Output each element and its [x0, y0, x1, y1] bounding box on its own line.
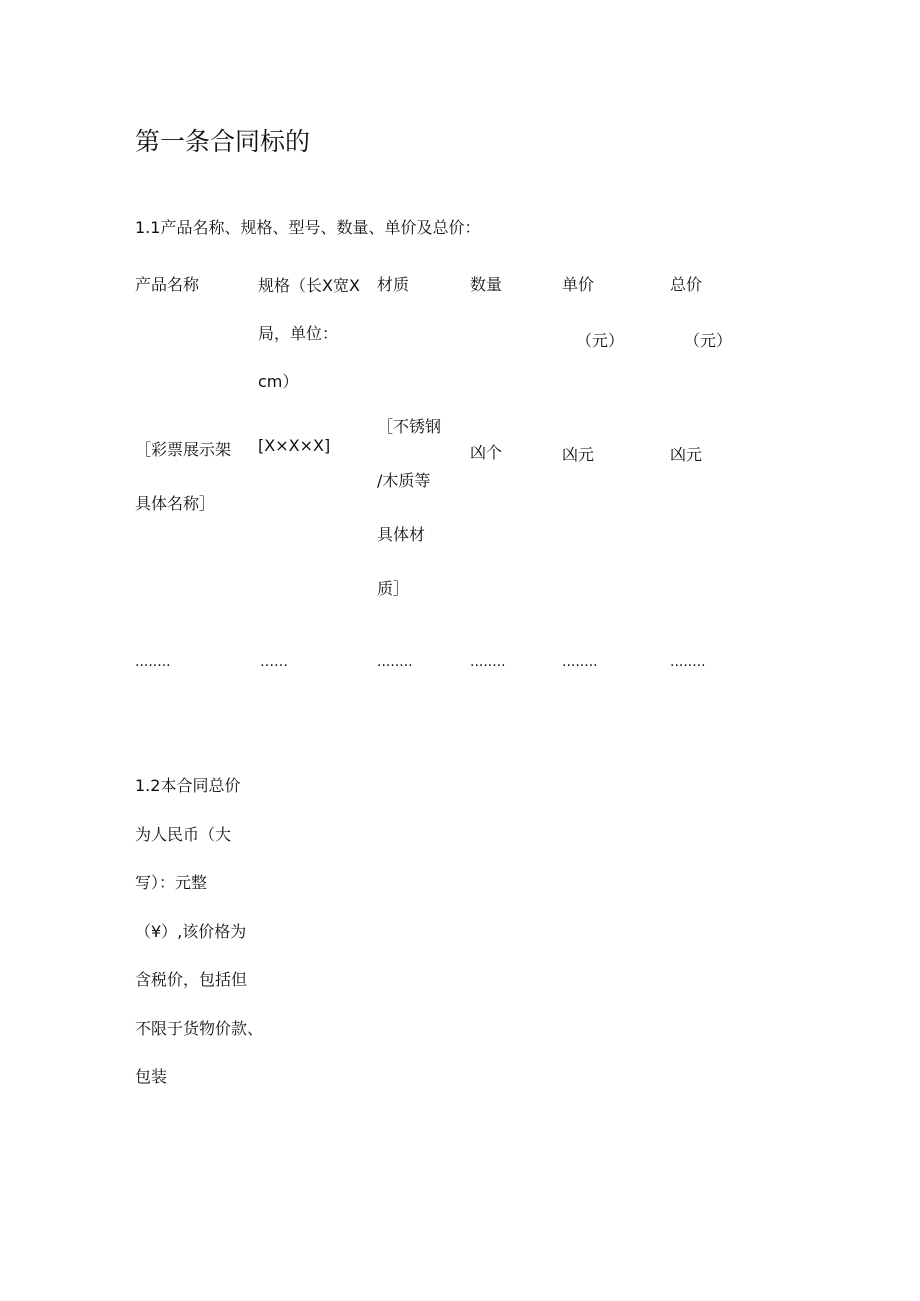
header-material-text: 材质: [377, 275, 410, 294]
row1-unit-price-text: 凶元: [562, 445, 595, 464]
header-quantity-text: 数量: [470, 275, 503, 294]
row2-material: [377, 652, 413, 672]
header-spec-line: cm）: [258, 372, 299, 391]
header-total-price-label: 总价: [670, 275, 703, 294]
row1-material-line: 质］: [377, 579, 410, 598]
row1-total-price: [670, 443, 702, 467]
clause-1-2-line: （¥）,该价格为: [135, 921, 247, 941]
row2-product-name-text: ........: [135, 654, 171, 670]
header-unit-price: [562, 273, 624, 353]
header-total-price: [670, 273, 732, 353]
header-unit-price-unit: （元）: [576, 331, 625, 350]
section-title: 第一条合同标的: [135, 127, 311, 156]
clause-1-2-line: 含税价，包括但: [135, 970, 248, 989]
clause-1-2-line: 为人民币（大: [135, 824, 232, 844]
section-subtitle: 1.1产品名称、规格、型号、数量、单价及总价：: [135, 218, 481, 237]
clause-1-2-line: 1.2本合同总价: [135, 776, 241, 795]
header-spec-line: 规格（长X宽X: [258, 276, 360, 295]
row2-quantity: [470, 652, 506, 672]
row2-total-price-text: ........: [670, 654, 706, 670]
header-spec: [258, 262, 360, 406]
row1-total-price-text: 凶元: [670, 445, 703, 464]
header-total-price-unit: （元）: [684, 331, 733, 350]
clause-1-2-line: 写）：元整: [135, 873, 208, 892]
row1-material-line: ［不锈钢: [377, 417, 442, 436]
row2-product-name: [135, 652, 171, 672]
clause-1-2-line: 不限于货物价款、: [135, 1018, 264, 1038]
row2-unit-price-text: ........: [562, 654, 598, 670]
row1-material-line: /木质等: [377, 471, 431, 490]
header-unit-price-label: 单价: [562, 275, 595, 294]
header-product-name: [135, 273, 199, 297]
clause-1-2-paragraph: [135, 762, 263, 1102]
row2-total-price: [670, 652, 706, 672]
header-product-name-text: 产品名称: [135, 275, 200, 294]
row1-unit-price: [562, 443, 594, 467]
clause-1-2-line: 包装: [135, 1067, 168, 1086]
row2-material-text: ........: [377, 654, 413, 670]
row1-product-name-line: 具体名称］: [135, 494, 216, 513]
header-material: [377, 273, 409, 297]
row1-quantity: [470, 441, 502, 465]
row2-spec-text: ……: [260, 654, 288, 670]
row2-unit-price: [562, 652, 598, 672]
row1-quantity-text: 凶个: [470, 443, 503, 462]
row1-material-line: 具体材: [377, 525, 426, 544]
row1-product-name: [135, 423, 231, 531]
header-spec-line: 局，单位：: [258, 324, 339, 343]
header-quantity: [470, 273, 502, 297]
row1-product-name-line: ［彩票展示架: [135, 440, 232, 459]
row2-spec: [260, 652, 288, 672]
row1-spec-text: [X×X×X]: [258, 436, 331, 455]
row2-quantity-text: ........: [470, 654, 506, 670]
row1-spec: [258, 434, 330, 458]
row1-material: [377, 400, 441, 616]
